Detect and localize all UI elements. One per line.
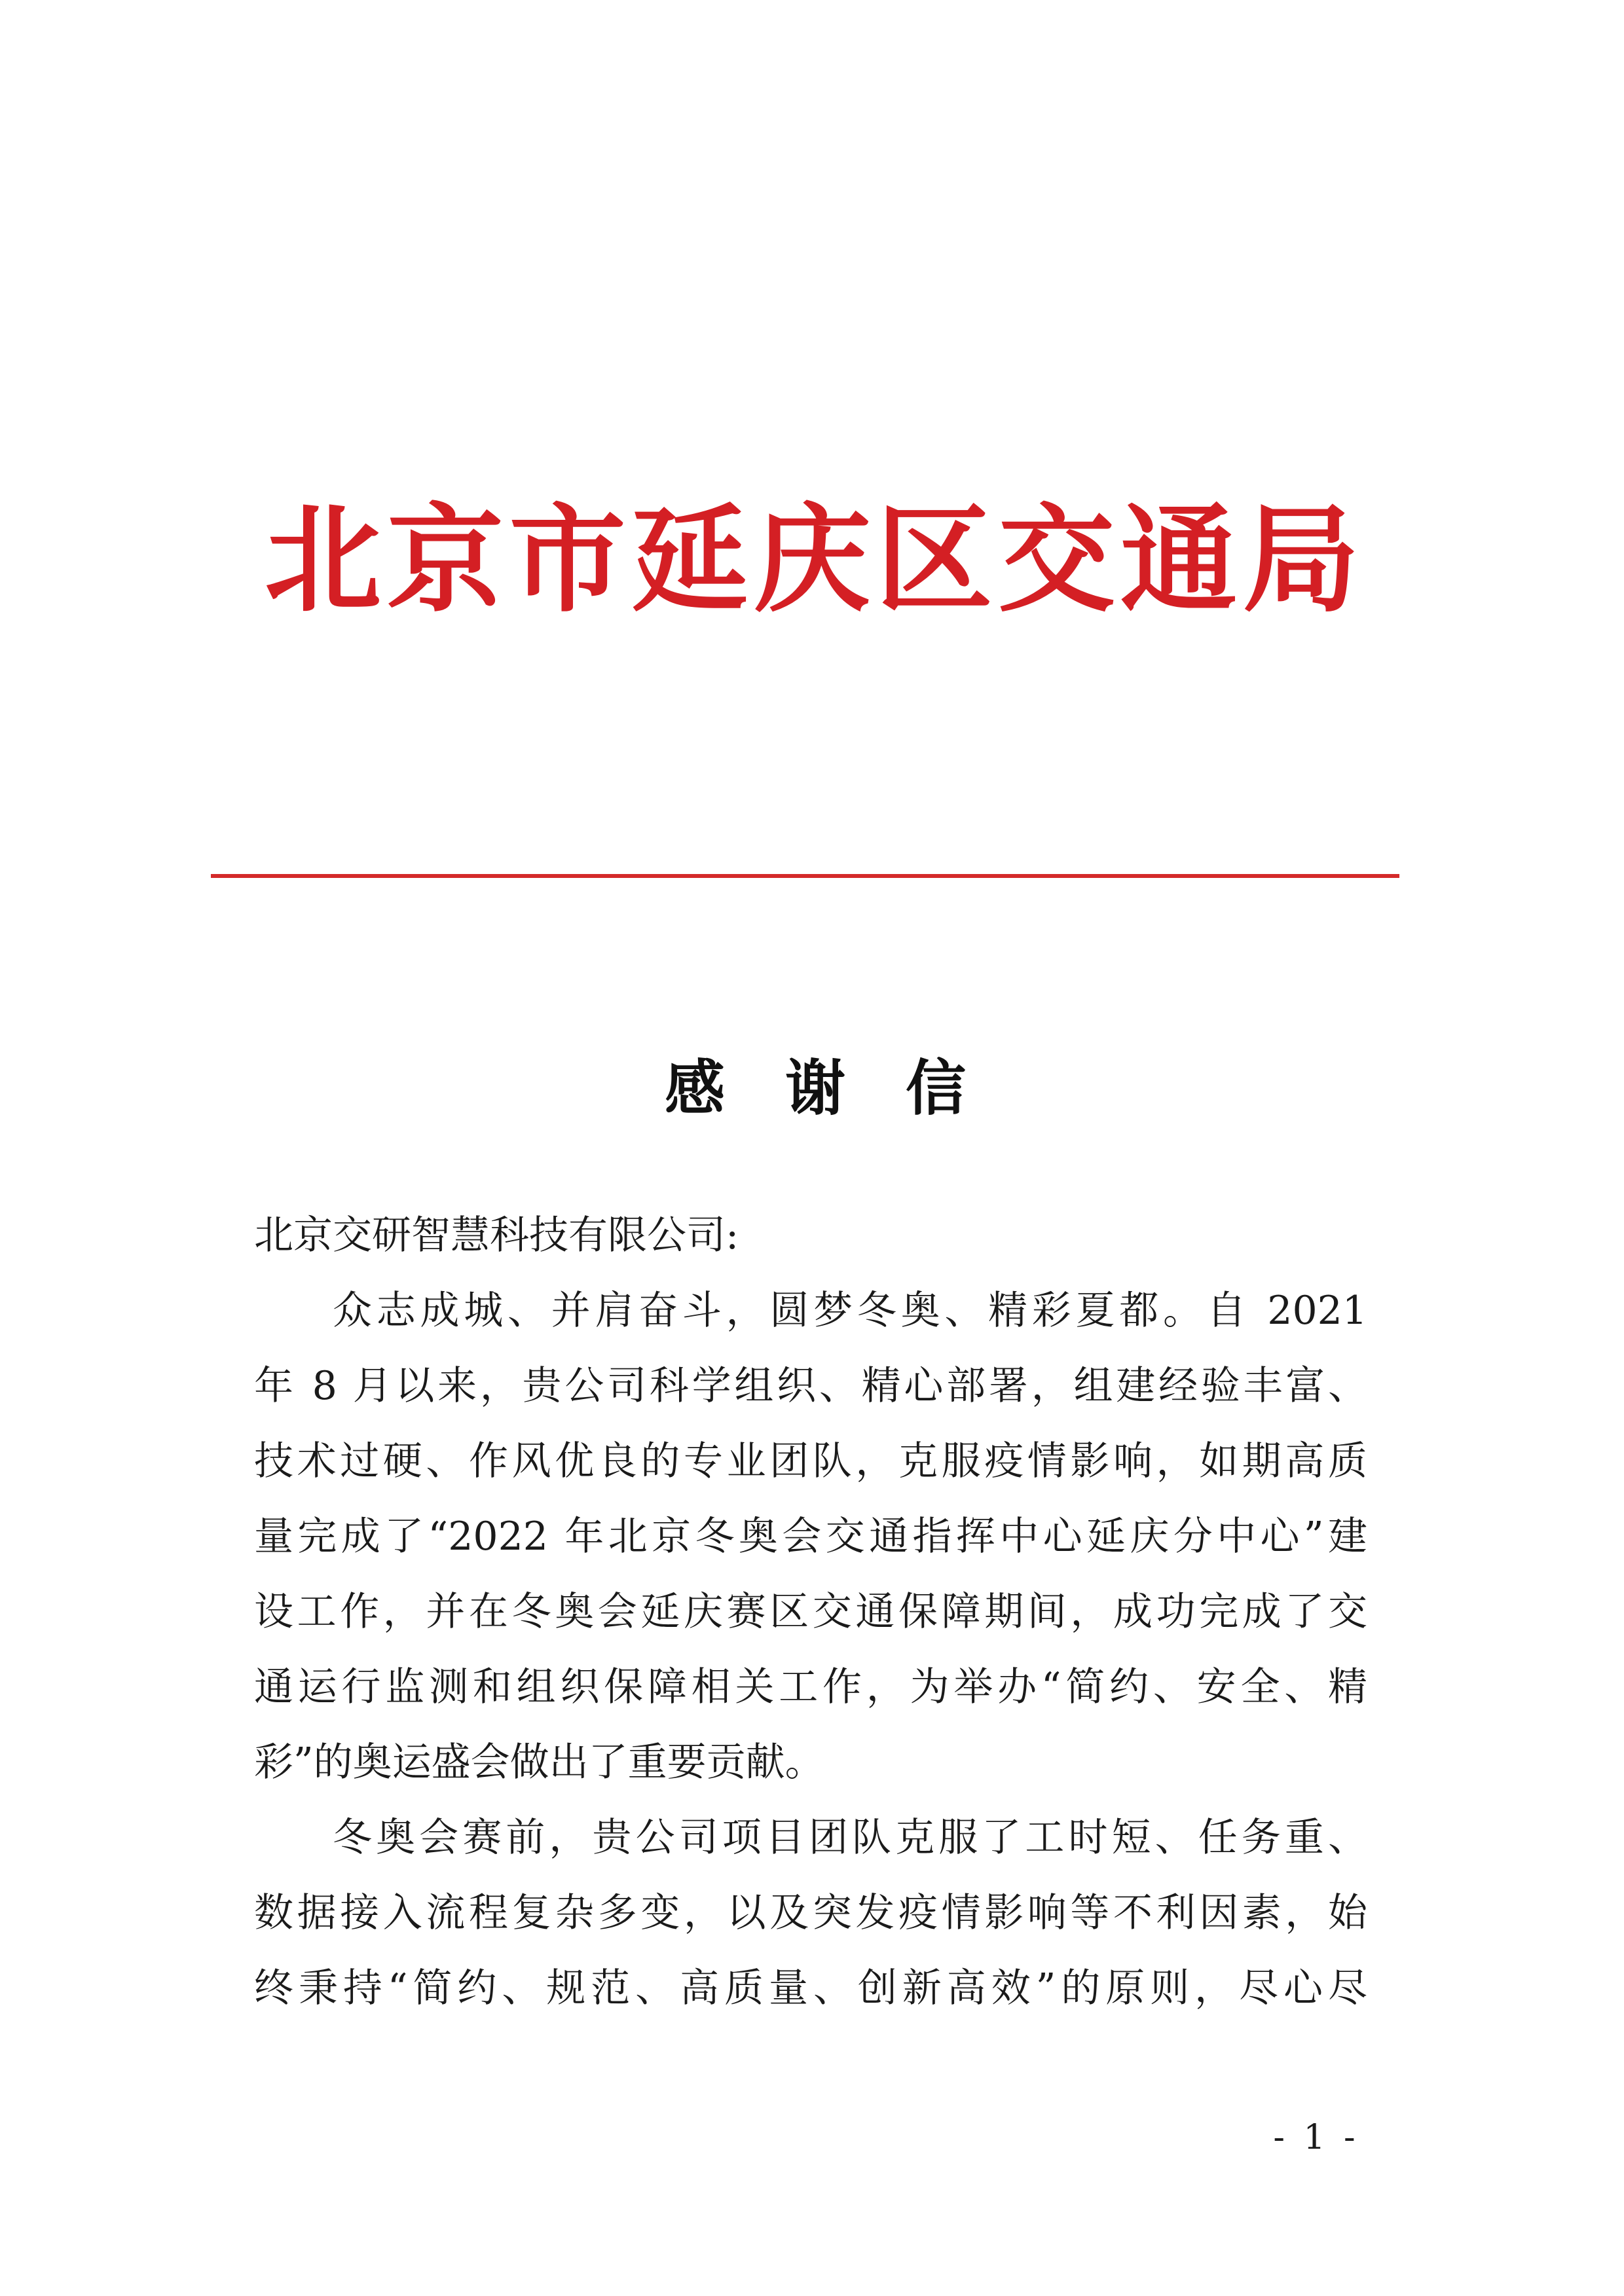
letterhead-char: 市 — [509, 491, 626, 628]
title-char: 感 — [665, 1053, 726, 1123]
letterhead-char: 局 — [1242, 491, 1359, 628]
body-line: 众志成城、并肩奋斗，圆梦冬奥、精彩夏都。自 2021 — [333, 1288, 1367, 1334]
letterhead-divider — [211, 874, 1399, 878]
body-line: 技术过硬、作风优良的专业团队，克服疫情影响，如期高质 — [254, 1438, 1367, 1484]
letterhead-char: 庆 — [754, 491, 871, 628]
body-line: 彩”的奥运盛会做出了重要贡献。 — [254, 1740, 824, 1785]
title-char: 谢 — [784, 1053, 845, 1123]
body-line: 年 8 月以来，贵公司科学组织、精心部署，组建经验丰富、 — [254, 1363, 1367, 1409]
page-number: - 1 - — [1273, 2118, 1359, 2157]
body-line: 通运行监测和组织保障相关工作，为举办“简约、安全、精 — [254, 1664, 1367, 1710]
body-line: 设工作，并在冬奥会延庆赛区交通保障期间，成功完成了交 — [254, 1589, 1367, 1635]
letterhead-char: 北 — [265, 491, 382, 628]
letter-body — [254, 1198, 1367, 2026]
letterhead-title — [262, 481, 1362, 638]
letterhead-char: 延 — [631, 491, 748, 628]
body-line: 数据接入流程复杂多变，以及突发疫情影响等不利因素，始 — [254, 1890, 1367, 1936]
salutation: 北京交研智慧科技有限公司: — [254, 1212, 739, 1258]
body-line: 终秉持“简约、规范、高质量、创新高效”的原则，尽心尽 — [254, 1965, 1367, 2011]
body-line: 冬奥会赛前，贵公司项目团队克服了工时短、任务重、 — [333, 1815, 1367, 1861]
title-char: 信 — [905, 1053, 966, 1123]
document-title — [665, 1041, 966, 1126]
letterhead-char: 京 — [387, 491, 504, 628]
letterhead-char: 区 — [876, 491, 993, 628]
letterhead-char: 通 — [1120, 491, 1238, 628]
letterhead-char: 交 — [998, 491, 1115, 628]
body-line: 量完成了“2022 年北京冬奥会交通指挥中心延庆分中心”建 — [254, 1514, 1367, 1559]
